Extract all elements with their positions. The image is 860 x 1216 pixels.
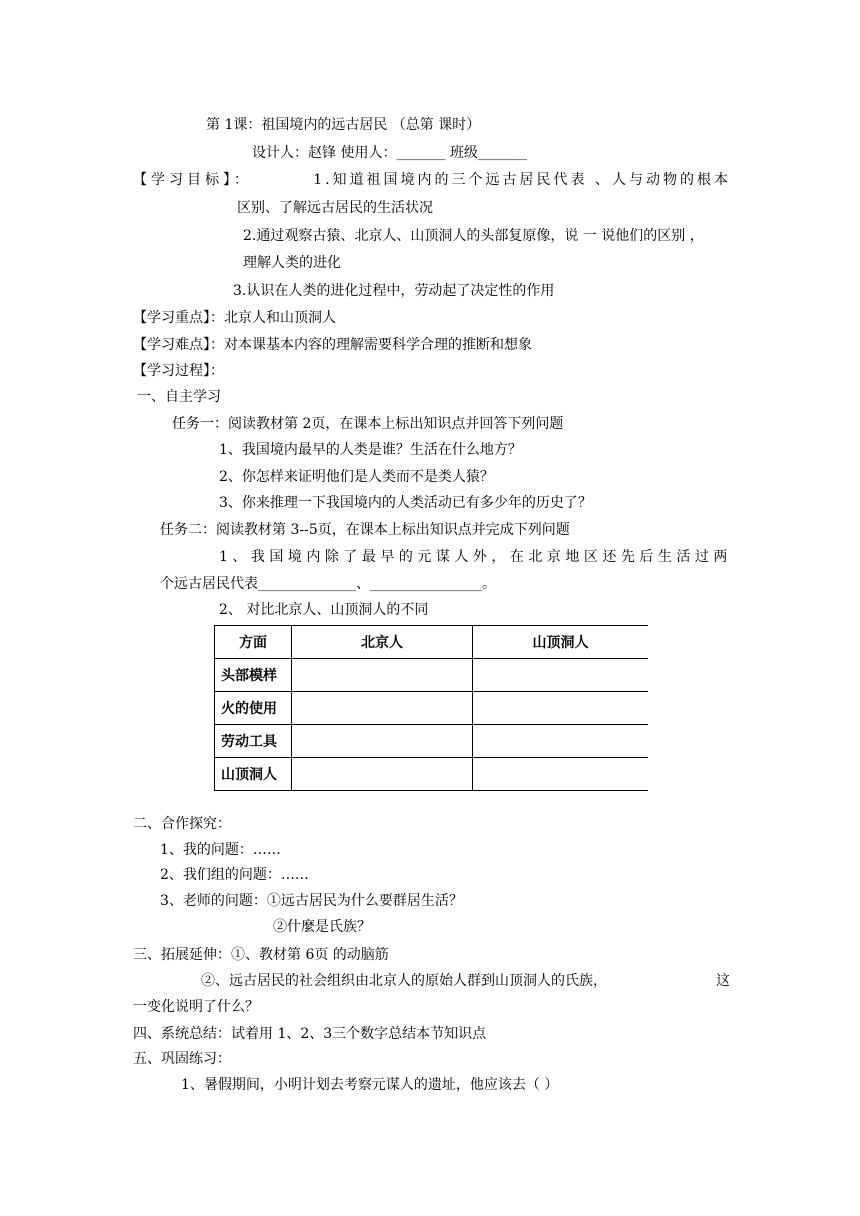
section-3-line-2: ②、远古居民的社会组织由北京人的原始人群到山顶洞人的氏族， (201, 973, 607, 989)
task-2-question-2: 2、 对比北京人、山顶洞人的不同 (219, 602, 429, 618)
table-row (215, 758, 649, 791)
table-cell[interactable] (292, 758, 473, 791)
comparison-table (214, 625, 648, 791)
table-row (215, 659, 649, 692)
goal-2-cont: 理解人类的进化 (243, 255, 341, 271)
task-2-question-1-cont: 个远古居民代表______________、________________。 (160, 576, 496, 592)
designer-line: 设计人：赵锋 使用人：_______ 班级_______ (252, 145, 527, 161)
task-2: 任务二：阅读教材第 3--5页，在课本上标出知识点并完成下列问题 (160, 522, 570, 538)
task-1: 任务一：阅读教材第 2页，在课本上标出知识点并回答下列问题 (172, 416, 564, 432)
section-2-item-1: 1、我的问题：…… (160, 842, 281, 858)
table-cell[interactable] (292, 692, 473, 725)
section-5-heading: 五、巩固练习： (133, 1051, 231, 1067)
section-4-line: 四、系统总结：试着用 1、2、3三个数字总结本节知识点 (133, 1026, 487, 1042)
section-2-item-2: 2、我们组的问题：…… (160, 867, 309, 883)
table-cell[interactable] (292, 659, 473, 692)
process-heading: 【学习过程】： (133, 363, 224, 379)
goal-3-text: 3.认识在人类的进化过程中，劳动起了决定性的作用 (233, 283, 555, 299)
table-cell[interactable] (473, 692, 649, 725)
task-1-question-1: 1、我国境内最早的人类是谁？生活在什么地方？ (219, 442, 522, 458)
table-row (215, 692, 649, 725)
table-header-row (215, 626, 649, 659)
goals-label: 【学习目标】： (133, 172, 252, 188)
section-2-item-3: 3、老师的问题：①远古居民为什么要群居生活？ (160, 893, 463, 909)
table-cell[interactable] (292, 725, 473, 758)
section-2-heading: 二、合作探究： (133, 816, 231, 832)
focus-line: 【学习重点】：北京人和山顶洞人 (133, 310, 336, 326)
row-label: 火的使用 (215, 692, 292, 725)
goal-1-text: 1.知道祖国境内的三个远古居民代表 、人与动物的根本 (313, 172, 731, 188)
table-header-cell: 北京人 (292, 626, 473, 659)
section-1-heading: 一、自主学习 (137, 389, 221, 405)
table-row (215, 725, 649, 758)
goal-2-text: 2.通过观察古猿、北京人、山顶洞人的头部复原像，说 一 说他们的区别 ， (243, 228, 704, 244)
row-label: 头部模样 (215, 659, 292, 692)
task-2-question-1: 1、我国境内除了最早的元谋人外，在北京地区还先后生活过两 (219, 549, 732, 565)
table-cell[interactable] (473, 725, 649, 758)
task-1-question-2: 2、你怎样来证明他们是人类而不是类人猿？ (219, 469, 494, 485)
goals-line-1 (133, 171, 731, 189)
section-2-item-3-cont: ②什麼是氏族？ (273, 919, 371, 935)
table-cell[interactable] (473, 758, 649, 791)
section-5-question-1: 1、暑假期间，小明计划去考察元谋人的遗址，他应该去（ ） (181, 1077, 559, 1093)
section-3-line-3: 一变化说明了什么？ (133, 999, 259, 1015)
table-header-cell: 方面 (215, 626, 292, 659)
difficulty-line: 【学习难点】：对本课基本内容的理解需要科学合理的推断和想象 (133, 337, 532, 353)
row-label: 劳动工具 (215, 725, 292, 758)
section-3-line-2-end: 这 (716, 973, 730, 989)
table-cell[interactable] (473, 659, 649, 692)
row-label: 山顶洞人 (215, 758, 292, 791)
table-header-cell: 山顶洞人 (473, 626, 649, 659)
task-1-question-3: 3、你来推理一下我国境内的人类活动已有多少年的历史了？ (219, 495, 592, 511)
goal-1-cont: 区别、了解远古居民的生活状况 (237, 200, 433, 216)
lesson-title: 第 1课：祖国境内的远古居民 （总第 课时） (206, 117, 481, 133)
section-3-line-1: 三、拓展延伸：①、教材第 6页 的动脑筋 (133, 947, 389, 963)
